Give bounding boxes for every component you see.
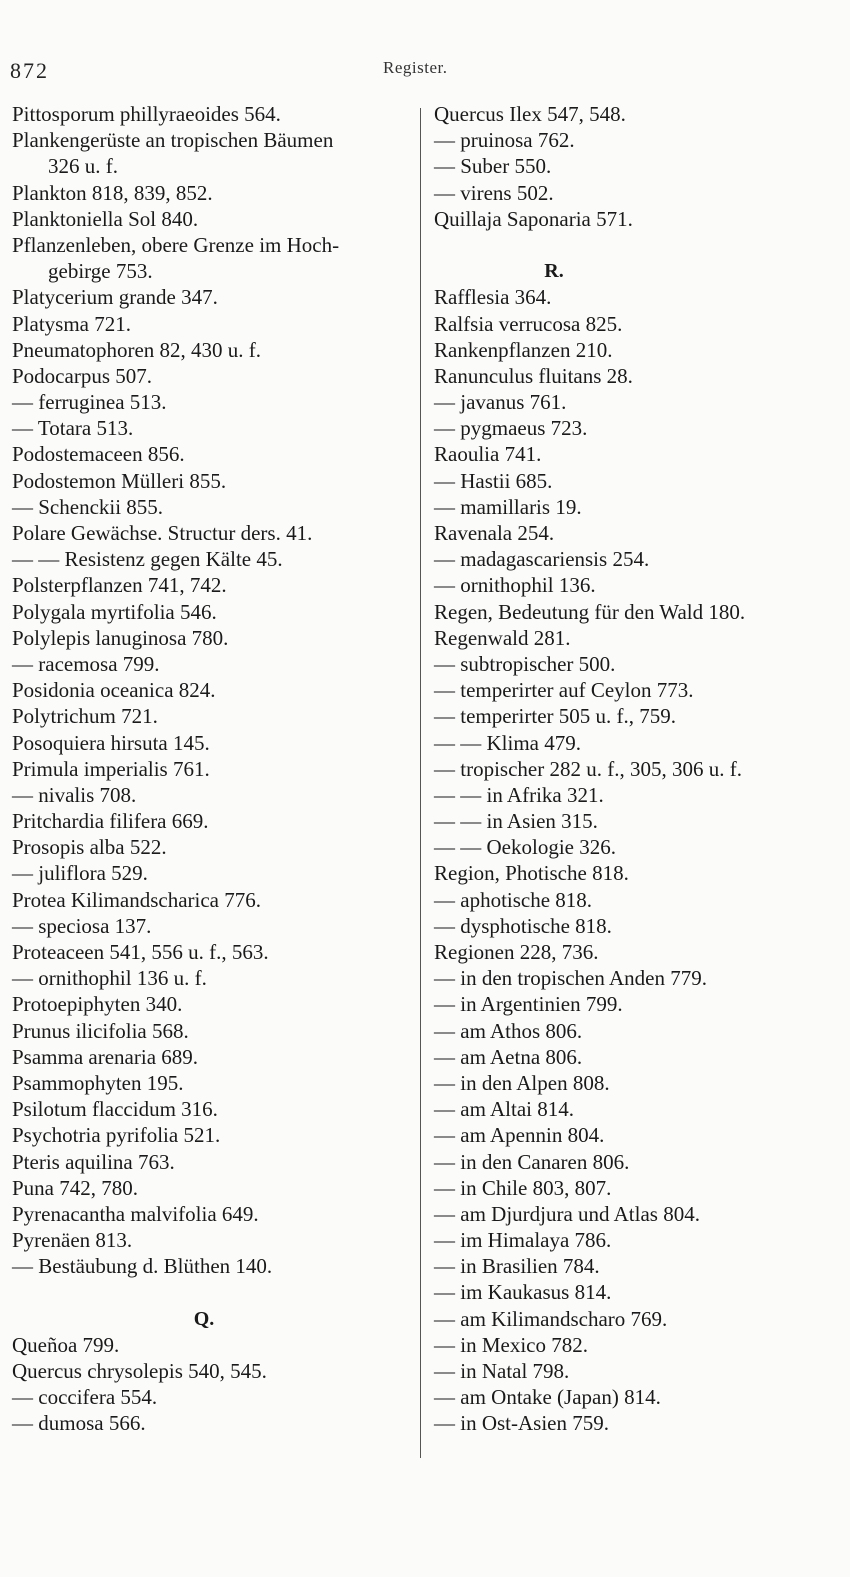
- index-entry: Pteris aquilina 763.: [12, 1149, 175, 1174]
- index-entry: — ferruginea 513.: [12, 390, 167, 415]
- index-entry: 326 u. f.: [48, 154, 118, 179]
- index-entry: Pyrenäen 813.: [12, 1228, 133, 1253]
- index-entry: — aphotische 818.: [434, 887, 593, 912]
- index-entry: — in Natal 798.: [434, 1359, 570, 1383]
- index-entry: Queñoa 799.: [12, 1332, 120, 1357]
- index-entry: Ralfsia verrucosa 825.: [434, 311, 623, 336]
- index-entry: — in Mexico 782.: [434, 1332, 588, 1357]
- index-entry: — madagascariensis 254.: [434, 547, 650, 572]
- index-entry: — in den Alpen 808.: [434, 1070, 610, 1095]
- index-column-left: [12, 101, 412, 1437]
- index-entry: Posoquiera hirsuta 145.: [12, 730, 210, 755]
- index-entry: — dumosa 566.: [12, 1411, 146, 1436]
- index-entry: Quercus chrysolepis 540, 545.: [12, 1359, 267, 1383]
- index-entry: Raoulia 741.: [434, 442, 542, 467]
- index-entry: — — Oekologie 326.: [434, 835, 616, 860]
- index-entry: Polsterpflanzen 741, 742.: [12, 573, 227, 598]
- index-entry: — am Ontake (Japan) 814.: [434, 1385, 661, 1410]
- index-entry: — am Djurdjura und Atlas 804.: [434, 1201, 700, 1226]
- index-entry: Puna 742, 780.: [12, 1175, 138, 1200]
- index-entry: — in den tropischen Anden 779.: [434, 966, 707, 991]
- index-entry: Platycerium grande 347.: [12, 285, 218, 310]
- index-entry: — racemosa 799.: [12, 651, 160, 676]
- index-entry: — — Resistenz gegen Kälte 45.: [12, 547, 283, 572]
- index-column-right: [434, 101, 844, 1437]
- section-letter-heading: R.: [544, 260, 564, 283]
- index-entry: — speciosa 137.: [12, 913, 152, 938]
- index-entry: — mamillaris 19.: [434, 494, 582, 519]
- index-entry: Psammophyten 195.: [12, 1070, 184, 1095]
- index-entry: — coccifera 554.: [12, 1385, 158, 1410]
- index-entry: — virens 502.: [434, 180, 554, 205]
- index-entry: Pritchardia filifera 669.: [12, 809, 209, 834]
- index-entry: Ravenala 254.: [434, 521, 555, 545]
- index-entry: — Schenckii 855.: [12, 494, 164, 519]
- index-entry: — javanus 761.: [434, 390, 567, 415]
- index-entry: Pittosporum phillyraeoides 564.: [12, 102, 281, 126]
- index-entry: Primula imperialis 761.: [12, 756, 210, 781]
- index-entry: Pflanzenleben, obere Grenze im Hoch-: [12, 232, 340, 257]
- index-entry: Quillaja Saponaria 571.: [434, 206, 633, 231]
- index-entry: — in Ost-Asien 759.: [434, 1411, 609, 1436]
- index-entry: Quercus Ilex 547, 548.: [434, 102, 626, 126]
- index-entry: — pygmaeus 723.: [434, 416, 588, 441]
- index-entry: Regionen 228, 736.: [434, 940, 599, 964]
- index-entry: — dysphotische 818.: [434, 913, 612, 938]
- index-entry: Psilotum flaccidum 316.: [12, 1097, 218, 1122]
- index-entry: — am Kilimandscharo 769.: [434, 1306, 668, 1331]
- index-entry: — Totara 513.: [12, 416, 134, 441]
- index-entry: — im Kaukasus 814.: [434, 1280, 612, 1305]
- spacer: [12, 1279, 412, 1305]
- index-entry: — am Altai 814.: [434, 1097, 574, 1122]
- page-number: 872: [10, 58, 49, 83]
- index-entry: Regenwald 281.: [434, 625, 571, 650]
- index-entry: Plankengerüste an tropischen Bäumen: [12, 128, 334, 153]
- index-entry: Prosopis alba 522.: [12, 835, 167, 860]
- index-entry: — am Athos 806.: [434, 1018, 583, 1043]
- index-entry: — subtropischer 500.: [434, 651, 616, 676]
- index-entry: — Bestäubung d. Blüthen 140.: [12, 1254, 273, 1279]
- index-entry: Rafflesia 364.: [434, 285, 552, 310]
- index-entry: Plankton 818, 839, 852.: [12, 180, 213, 205]
- index-entry: Planktoniella Sol 840.: [12, 206, 199, 231]
- index-entry: — in den Canaren 806.: [434, 1149, 630, 1174]
- index-entry: Posidonia oceanica 824.: [12, 678, 216, 703]
- index-entry: Region, Photische 818.: [434, 861, 629, 886]
- index-entry: Platysma 721.: [12, 311, 131, 336]
- index-entry: — in Brasilien 784.: [434, 1254, 600, 1279]
- index-entry: — — in Asien 315.: [434, 809, 598, 834]
- index-entry: Polygala myrtifolia 546.: [12, 599, 217, 624]
- index-entry: Polylepis lanuginosa 780.: [12, 625, 229, 650]
- index-entry: Ranunculus fluitans 28.: [434, 363, 633, 388]
- index-entry: Protoepiphyten 340.: [12, 992, 183, 1017]
- column-divider: [420, 108, 421, 1458]
- index-entry: — juliflora 529.: [12, 861, 148, 886]
- index-entry: — nivalis 708.: [12, 782, 137, 807]
- index-entry: Pyrenacantha malvifolia 649.: [12, 1201, 259, 1226]
- index-entry: — Hastii 685.: [434, 468, 553, 493]
- index-entry: — temperirter 505 u. f., 759.: [434, 704, 677, 729]
- index-entry: — temperirter auf Ceylon 773.: [434, 678, 694, 703]
- index-entry: Regen, Bedeutung für den Wald 180.: [434, 599, 746, 624]
- index-entry: — ornithophil 136.: [434, 573, 596, 598]
- index-entry: Psychotria pyrifolia 521.: [12, 1123, 221, 1148]
- index-entry: — — in Afrika 321.: [434, 782, 604, 807]
- index-entry: Pneumatophoren 82, 430 u. f.: [12, 337, 262, 362]
- index-entry: — ornithophil 136 u. f.: [12, 966, 207, 991]
- index-entry: — in Argentinien 799.: [434, 992, 623, 1017]
- index-entry: Polare Gewächse. Structur ders. 41.: [12, 521, 313, 545]
- index-entry: — am Aetna 806.: [434, 1044, 583, 1069]
- index-entry: — pruinosa 762.: [434, 128, 575, 153]
- index-entry: Podostemon Mülleri 855.: [12, 468, 227, 493]
- index-entry: Proteaceen 541, 556 u. f., 563.: [12, 940, 269, 964]
- index-entry: Rankenpflanzen 210.: [434, 337, 613, 362]
- section-letter-heading: Q.: [193, 1307, 215, 1330]
- index-entry: Podocarpus 507.: [12, 363, 152, 388]
- index-entry: gebirge 753.: [48, 259, 153, 284]
- index-entry: — am Apennin 804.: [434, 1123, 605, 1148]
- index-entry: — in Chile 803, 807.: [434, 1175, 612, 1200]
- index-entry: Prunus ilicifolia 568.: [12, 1018, 189, 1043]
- index-entry: — im Himalaya 786.: [434, 1228, 612, 1253]
- index-entry: Psamma arenaria 689.: [12, 1044, 199, 1069]
- index-entry: — Suber 550.: [434, 154, 552, 179]
- index-entry: — tropischer 282 u. f., 305, 306 u. f.: [434, 756, 742, 781]
- index-entry: — — Klima 479.: [434, 730, 581, 755]
- index-entry: Polytrichum 721.: [12, 704, 158, 729]
- running-head: Register.: [383, 58, 448, 77]
- index-entry: Protea Kilimandscharica 776.: [12, 887, 262, 912]
- index-entry: Podostemaceen 856.: [12, 442, 185, 467]
- spacer: [434, 232, 844, 258]
